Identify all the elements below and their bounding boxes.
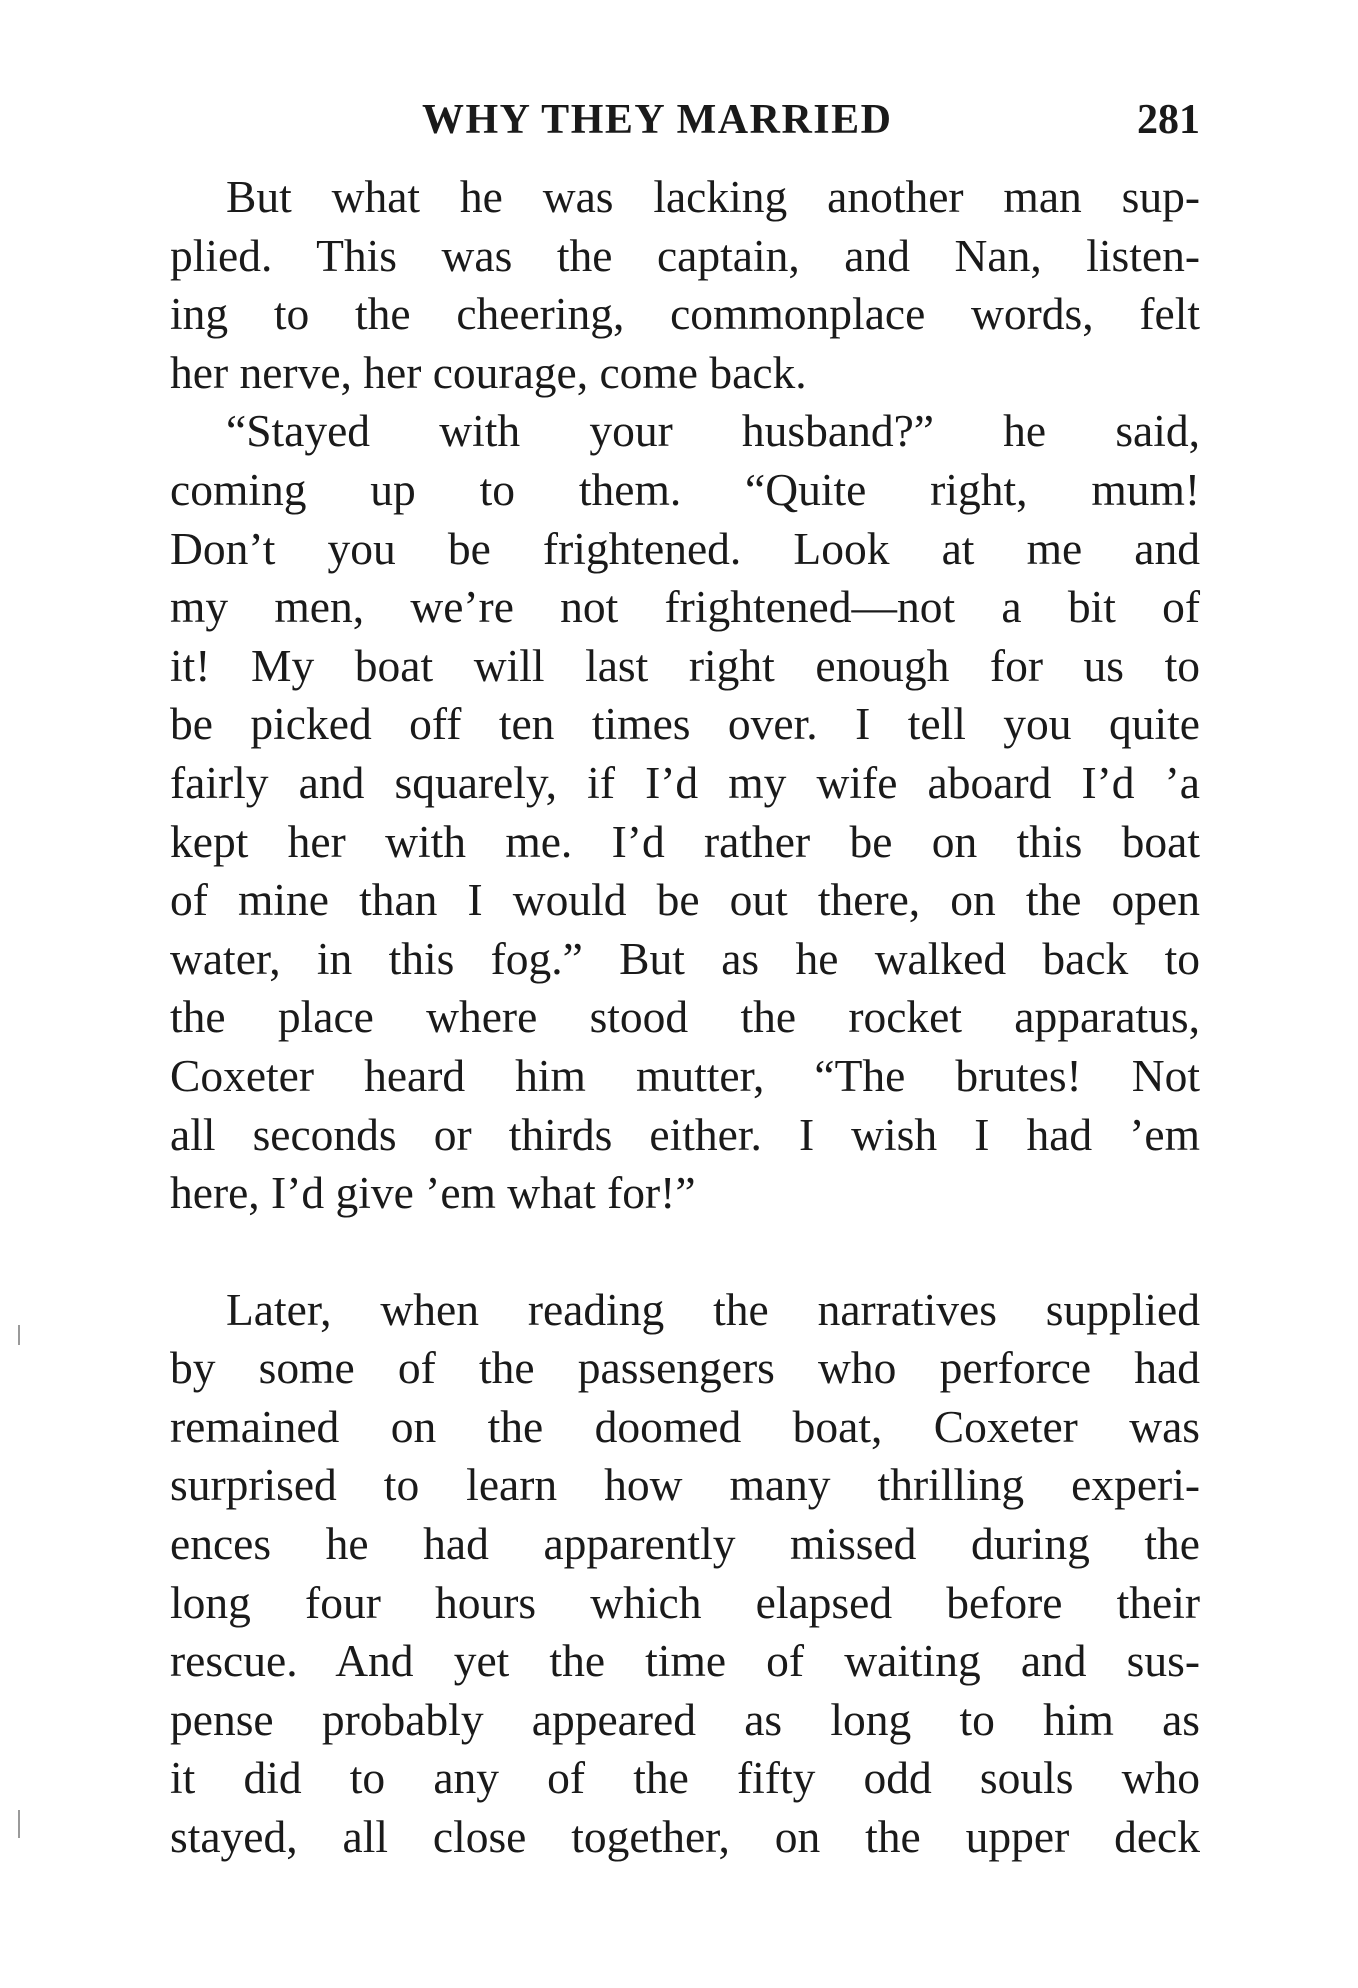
text-line: rescue. And yet the time of waiting and sus- bbox=[170, 1635, 1200, 1687]
page-header bbox=[170, 96, 1200, 156]
body-text bbox=[170, 168, 1200, 1867]
text-line: be picked off ten times over. I tell you quite bbox=[170, 698, 1200, 750]
page-number: 281 bbox=[1137, 97, 1200, 143]
text-line: here, I’d give ’em what for!” bbox=[170, 1167, 696, 1219]
text-line: But what he was lacking another man sup- bbox=[226, 171, 1200, 222]
margin-mark bbox=[18, 1810, 20, 1838]
text-line: all seconds or thirds either. I wish I had ’em bbox=[170, 1108, 1200, 1160]
text-line: by some of the passengers who perforce had bbox=[170, 1342, 1200, 1394]
text-line: my men, we’re not frightened—not a bit of bbox=[170, 581, 1200, 633]
text-line: fairly and squarely, if I’d my wife aboard I’d ’a bbox=[170, 756, 1200, 808]
text-line: stayed, all close together, on the upper deck bbox=[170, 1811, 1200, 1863]
paragraph-3 bbox=[170, 1281, 1200, 1867]
text-line: it did to any of the fifty odd souls who bbox=[170, 1752, 1200, 1804]
paragraph-2 bbox=[170, 402, 1200, 1222]
text-line: of mine than I would be out there, on the open bbox=[170, 874, 1200, 926]
text-line: Coxeter heard him mutter, “The brutes! Not bbox=[170, 1049, 1200, 1101]
text-line: surprised to learn how many thrilling experi- bbox=[170, 1459, 1200, 1511]
margin-mark bbox=[18, 1325, 20, 1345]
text-line: Later, when reading the narratives supplied bbox=[226, 1283, 1200, 1335]
text-line: water, in this fog.” But as he walked back to bbox=[170, 932, 1200, 984]
text-line: plied. This was the captain, and Nan, listen- bbox=[170, 229, 1200, 281]
text-line: coming up to them. “Quite right, mum! bbox=[170, 463, 1200, 515]
text-line: the place where stood the rocket apparatus, bbox=[170, 991, 1200, 1043]
text-line: kept her with me. I’d rather be on this boat bbox=[170, 815, 1200, 867]
running-head: WHY THEY MARRIED bbox=[422, 97, 893, 143]
text-line: “Stayed with your husband?” he said, bbox=[226, 405, 1200, 457]
section-break bbox=[170, 1223, 1200, 1281]
text-line: her nerve, her courage, come back. bbox=[170, 346, 807, 398]
text-line: ences he had apparently missed during the bbox=[170, 1518, 1200, 1570]
text-line: pense probably appeared as long to him as bbox=[170, 1693, 1200, 1745]
text-line: long four hours which elapsed before their bbox=[170, 1576, 1200, 1628]
text-line: it! My boat will last right enough for us to bbox=[170, 639, 1200, 691]
text-line: Don’t you be frightened. Look at me and bbox=[170, 522, 1200, 574]
text-line: ing to the cheering, commonplace words, felt bbox=[170, 288, 1200, 340]
text-line: remained on the doomed boat, Coxeter was bbox=[170, 1400, 1200, 1452]
paragraph-1 bbox=[170, 168, 1200, 402]
